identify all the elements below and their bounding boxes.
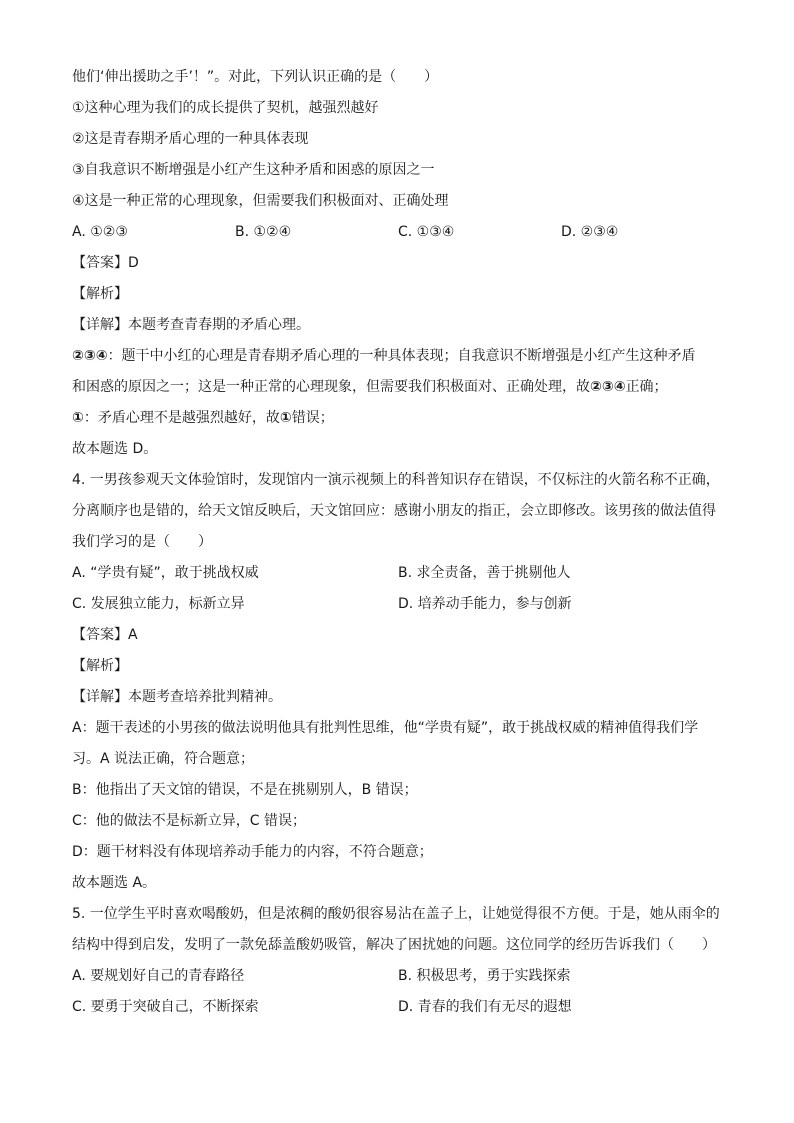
q4-options-row-2 xyxy=(72,589,724,620)
q5-options-row-1 xyxy=(72,961,724,992)
q3-option-c: C. ①③④ xyxy=(398,224,455,240)
q3-statement-2: ②这是青春期矛盾心理的一种具体表现 xyxy=(72,131,309,147)
q3-option-a: A. ①②③ xyxy=(72,224,128,240)
q4-explanation-a-line-2: 习。A 说法正确，符合题意； xyxy=(72,751,255,767)
q4-explanation-d: D：题干材料没有体现培养动手能力的内容，不符合题意； xyxy=(72,844,433,860)
q5-stem-line-1: 5. 一位学生平时喜欢喝酸奶，但是浓稠的酸奶很容易沾在盖子上，让她觉得很不方便。于是，她从雨伞的 xyxy=(72,906,720,922)
q4-option-d: D. 培养动手能力，参与创新 xyxy=(398,596,572,612)
q3-explanation-2-pre: ：矛盾心理不是越强烈越好，故 xyxy=(83,410,280,426)
q3-statement-4: ④这是一种正常的心理现象，但需要我们积极面对、正确处理 xyxy=(72,193,449,209)
q3-explanation-2 xyxy=(72,403,724,434)
q5-option-b: B. 积极思考，勇于实践探索 xyxy=(398,968,571,984)
q4-explanation-b: B：他指出了天文馆的错误，不是在挑剔别人，B 错误； xyxy=(72,782,418,798)
q4-detail: 【详解】本题考查培养批判精神。 xyxy=(72,689,282,705)
q3-analysis-label: 【解析】 xyxy=(72,286,128,302)
q5-option-a: A. 要规划好自己的青春路径 xyxy=(72,968,245,984)
q3-statement-3: ③自我意识不断增强是小红产生这种矛盾和困惑的原因之一 xyxy=(72,162,435,178)
q4-conclusion: 故本题选 A。 xyxy=(72,875,157,891)
q3-explanation-1-line2 xyxy=(72,372,724,403)
q3-option-b: B. ①②④ xyxy=(235,224,292,240)
q3-explanation-2-mark: ① xyxy=(72,410,84,426)
q4-stem-line-1: 4. 一男孩参观天文体验馆时，发现馆内一演示视频上的科普知识存在错误，不仅标注的火箭名称不正确， xyxy=(72,472,720,488)
q3-answer: 【答案】D xyxy=(72,255,139,271)
q3-explanation-1-line2-pre: 和困惑的原因之一；这是一种正常的心理现象，但需要我们积极面对、正确处理，故 xyxy=(72,379,590,395)
q3-statement-1: ①这种心理为我们的成长提供了契机，越强烈越好 xyxy=(72,100,379,116)
q5-option-d: D. 青春的我们有无尽的遐想 xyxy=(398,999,572,1015)
q4-options-row-1 xyxy=(72,558,724,589)
q3-options xyxy=(72,217,724,248)
q5-option-c: C. 要勇于突破自己，不断探索 xyxy=(72,999,259,1015)
q4-option-a: A. “学贵有疑”，敢于挑战权威 xyxy=(72,565,259,581)
q3-explanation-1-line2-post: 正确； xyxy=(625,379,668,395)
q4-stem-line-2: 分离顺序也是错的，给天文馆反映后，天文馆回应：感谢小朋友的指正，会立即修改。该男孩的做法值得 xyxy=(72,503,716,519)
q5-stem-line-2: 结构中得到启发，发明了一款免舔盖酸奶吸管，解决了困扰她的问题。这位同学的经历告诉我们（ ） xyxy=(72,937,716,953)
q3-option-d: D. ②③④ xyxy=(561,224,619,240)
q3-stem-tail: 他们‘伸出援助之手’！”。对此，下列认识正确的是（ ） xyxy=(72,69,439,85)
q3-explanation-2-post: 错误； xyxy=(291,410,334,426)
q3-explanation-2-mark2: ① xyxy=(279,410,292,426)
q4-answer: 【答案】A xyxy=(72,627,138,643)
q3-conclusion: 故本题选 D。 xyxy=(72,441,158,457)
q3-explanation-1-line2-marks: ②③④ xyxy=(590,379,626,395)
q4-stem-line-3: 我们学习的是（ ） xyxy=(72,534,212,550)
q3-detail: 【详解】本题考查青春期的矛盾心理。 xyxy=(72,317,310,333)
q3-explanation-1-text: ：题干中小红的心理是青春期矛盾心理的一种具体表现；自我意识不断增强是小红产生这种矛盾 xyxy=(107,348,696,364)
document-page xyxy=(72,62,724,1023)
q3-explanation-1 xyxy=(72,341,724,372)
q5-options-row-2 xyxy=(72,992,724,1023)
q4-analysis-label: 【解析】 xyxy=(72,658,128,674)
q4-option-b: B. 求全责备，善于挑剔他人 xyxy=(398,565,571,581)
q3-explanation-1-marks: ②③④ xyxy=(72,348,108,364)
q4-explanation-c: C：他的做法不是标新立异，C 错误； xyxy=(72,813,307,829)
q4-option-c: C. 发展独立能力，标新立异 xyxy=(72,596,245,612)
q4-explanation-a-line-1: A：题干表述的小男孩的做法说明他具有批判性思维，他“学贵有疑”，敢于挑战权威的精神值得我们学 xyxy=(72,720,699,736)
